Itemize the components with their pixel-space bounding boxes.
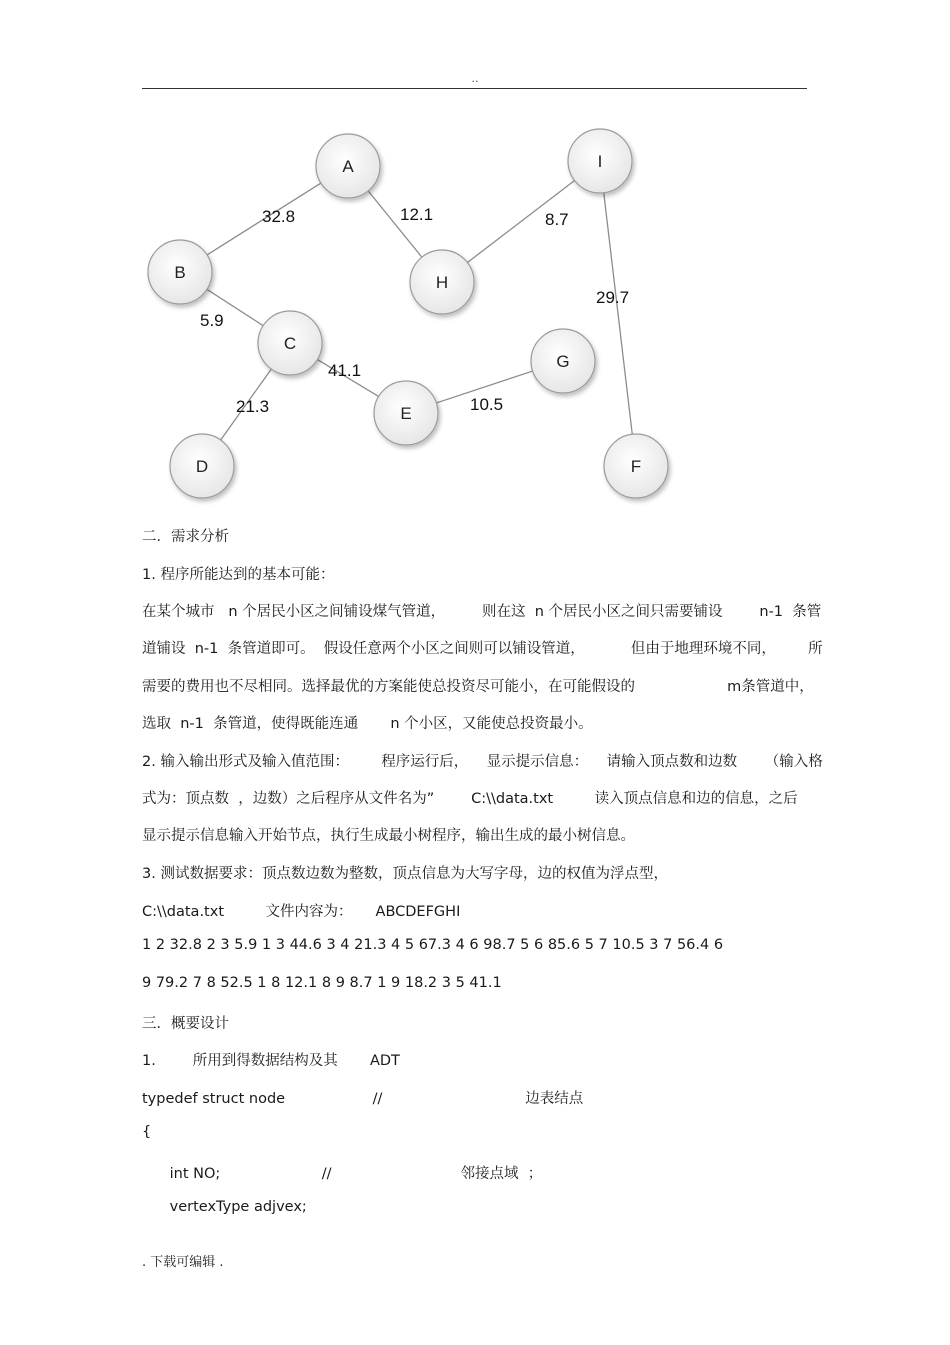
footer-text: . 下载可编辑 . [142,1255,224,1270]
node-label: F [630,457,642,476]
edge-weight-a-h: 12.1 [400,205,434,224]
network-graph [0,0,950,520]
edge-i-f [604,193,632,434]
graph-nodes [148,129,668,498]
edge-weight-e-g: 10.5 [470,395,504,414]
text-line: 在某个城市 n 个居民小区之间铺设煤气管道， 则在这 n 个居民小区之间只需要铺设 n-1 条管 [142,604,822,620]
node-label: A [342,157,354,176]
header-mark: .. [471,72,479,85]
node-label: B [174,263,186,282]
edge-weight-b-c: 5.9 [200,311,224,330]
code-line: vertexType adjvex; [142,1199,307,1215]
text-line: 9 79.2 7 8 52.5 1 8 12.1 8 9 8.7 1 9 18.2 3 5 41.1 [142,975,502,991]
text-line: 式为：顶点数 ，边数）之后程序从文件名为” C:\\data.txt 读入顶点信息和边的信息，之后 [142,791,798,807]
text-line: 显示提示信息输入开始节点，执行生成最小树程序，输出生成的最小树信息。 [142,828,635,844]
node-label: C [283,334,297,353]
section-title-requirements: 二．需求分析 [142,529,229,545]
text-line: 道铺设 n-1 条管道即可。 假设任意两个小区之间则可以铺设管道， 但由于地理环境不同， 所 [142,641,823,657]
edge-weight-a-b: 32.8 [262,207,296,226]
edge-weight-c-e: 41.1 [328,361,362,380]
node-label: D [195,457,209,476]
node-f [604,434,668,498]
text-line: 需要的费用也不尽相同。选择最优的方案能使总投资尽可能小，在可能假设的 m条管道中， [142,679,814,695]
code-line: typedef struct node // 边表结点 [142,1091,584,1107]
node-d [170,434,234,498]
edge-weight-h-i: 8.7 [545,210,569,229]
edge-weight-i-f: 29.7 [596,288,630,307]
text-line: 3. 测试数据要求：顶点数边数为整数，顶点信息为大写字母，边的权值为浮点型， [142,866,668,882]
text-line: C:\\data.txt 文件内容为： ABCDEFGHI [142,904,461,920]
text-line: 选取 n-1 条管道，使得既能连通 n 个小区，又能使总投资最小。 [142,716,593,732]
text-line: 2. 输入输出形式及输入值范围： 程序运行后， 显示提示信息： 请输入顶点数和边数 （输入格 [142,754,823,770]
node-e [374,381,438,445]
node-h [410,250,474,314]
text-line: 1. 程序所能达到的基本可能： [142,567,335,583]
node-label: I [597,152,603,171]
section-title-design: 三．概要设计 [142,1016,229,1032]
node-b [148,240,212,304]
node-c [258,311,322,375]
text-line: 1 2 32.8 2 3 5.9 1 3 44.6 3 4 21.3 4 5 67.3 4 6 98.7 5 6 85.6 5 7 10.5 3 7 56.4 6 [142,937,724,953]
node-i [568,129,632,193]
code-line: int NO; // 邻接点域 ； [142,1166,543,1182]
node-g [531,329,595,393]
node-label: G [556,352,570,371]
code-line: { [142,1124,152,1140]
node-label: E [400,404,412,423]
node-label: H [435,273,449,292]
node-a [316,134,380,198]
edge-a-h [368,191,422,257]
edge-weight-c-d: 21.3 [236,397,270,416]
text-line: 1. 所用到得数据结构及其 ADT [142,1053,400,1069]
